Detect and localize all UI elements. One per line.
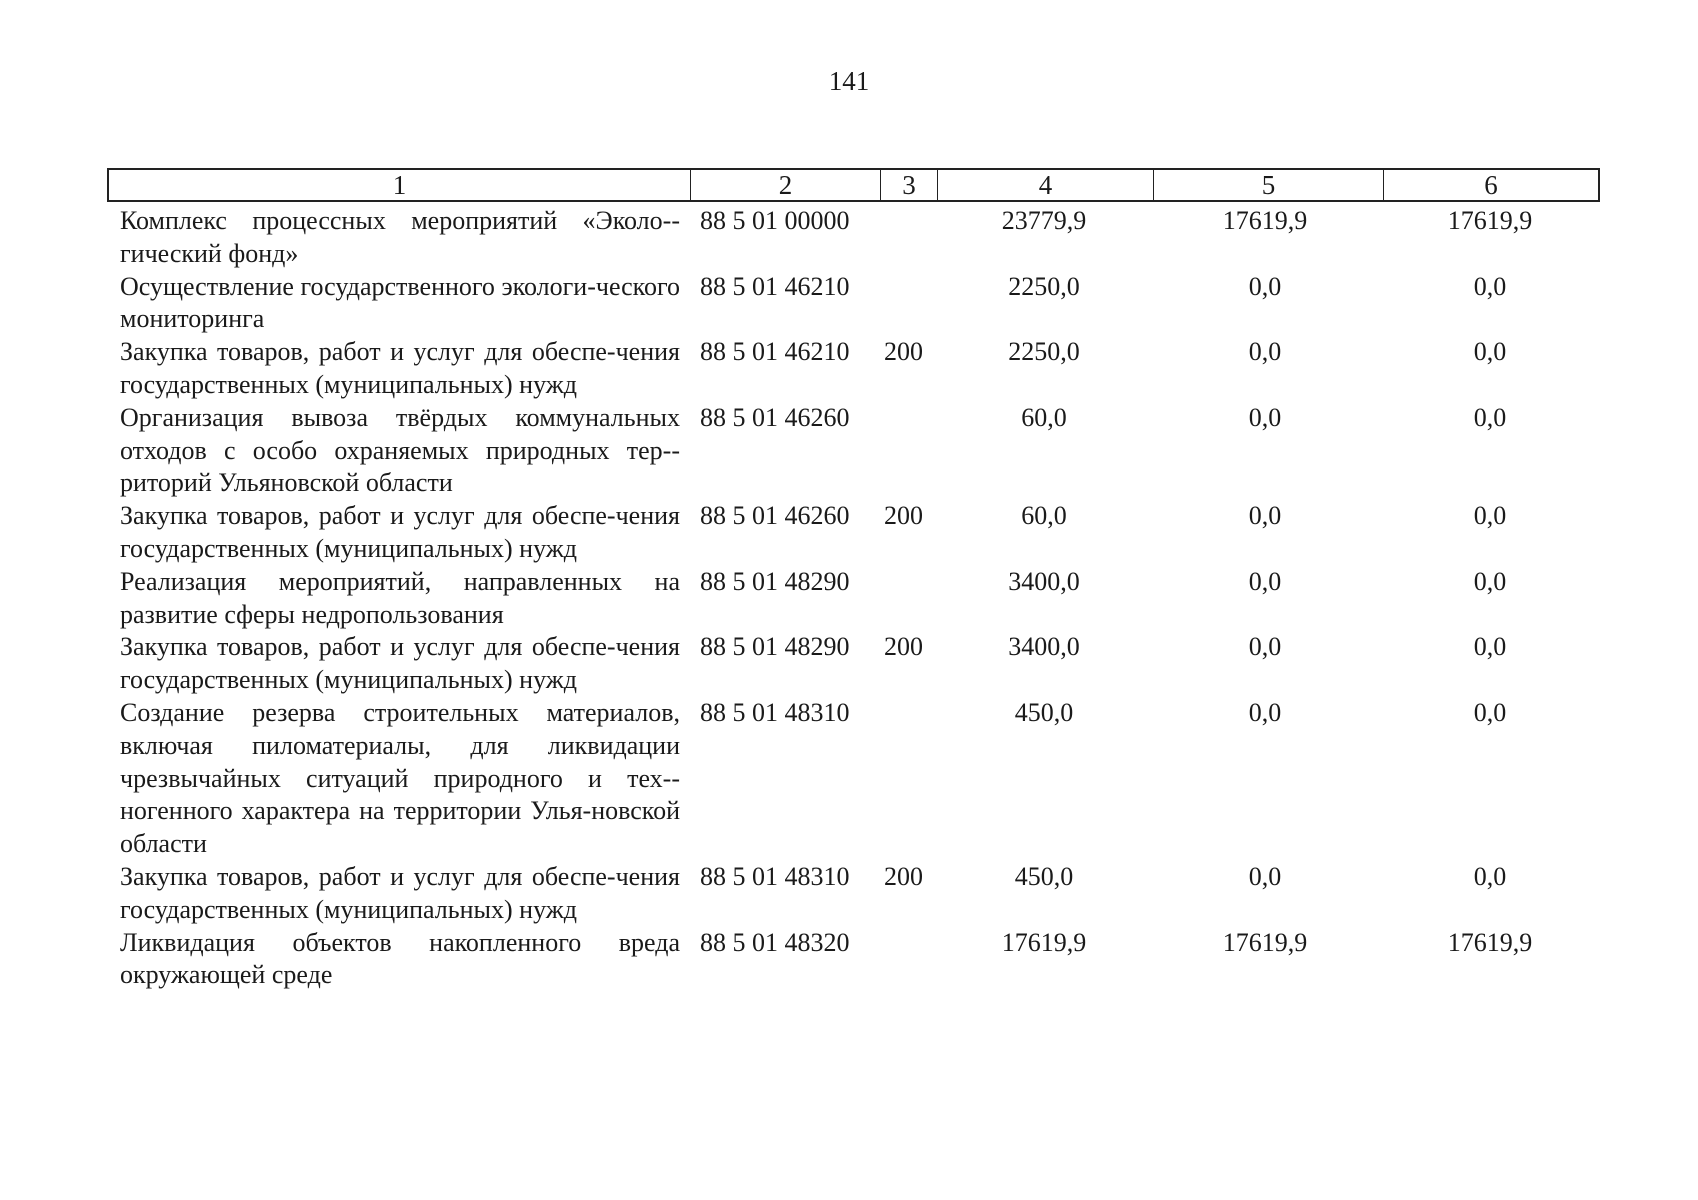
table-row bbox=[0, 271, 1698, 337]
row-value-col-5: 0,0 bbox=[1248, 566, 1282, 596]
row-value-col-6: 0,0 bbox=[1473, 632, 1507, 662]
row-description: Реализация мероприятий, направленных на развитие сферы недропользования bbox=[120, 566, 680, 629]
row-value-col-4: 23779,9 bbox=[1001, 206, 1087, 235]
row-description: Осуществление государственного экологи-ческого мониторинга bbox=[120, 271, 680, 334]
table-body bbox=[0, 205, 1698, 992]
row-description: Закупка товаров, работ и услуг для обеспе-чения государственных (муниципальных) нужд bbox=[120, 632, 680, 695]
row-value-col-6: 17619,9 bbox=[1447, 927, 1533, 957]
row-value-col-5: 17619,9 bbox=[1222, 927, 1308, 957]
row-code: 88 5 01 48310 bbox=[700, 697, 850, 727]
row-value-col-4: 17619,9 bbox=[1001, 927, 1087, 957]
row-value-col-6: 0,0 bbox=[1473, 697, 1507, 727]
row-value-col-6: 0,0 bbox=[1473, 271, 1507, 301]
row-expense-type: 200 bbox=[884, 501, 923, 531]
row-description: Создание резерва строительных материалов, включая пиломатериалы, для ликвидации чрезвычайных ситуаций природного и тех-ногенного характера на территории Улья-новской области bbox=[120, 697, 680, 859]
header-col-2: 2 bbox=[691, 170, 881, 200]
row-code: 88 5 01 48320 bbox=[700, 927, 850, 957]
table-row bbox=[0, 205, 1698, 271]
row-value-col-4: 3400,0 bbox=[1008, 566, 1080, 596]
row-code: 88 5 01 00000 bbox=[700, 206, 850, 235]
row-value-col-5: 0,0 bbox=[1248, 271, 1282, 301]
row-code: 88 5 01 46260 bbox=[700, 402, 850, 432]
table-row bbox=[0, 631, 1698, 697]
row-value-col-6: 17619,9 bbox=[1447, 206, 1533, 235]
row-description: Закупка товаров, работ и услуг для обеспе-чения государственных (муниципальных) нужд bbox=[120, 337, 680, 399]
header-col-6: 6 bbox=[1484, 170, 1498, 200]
table-row bbox=[0, 336, 1698, 402]
row-value-col-5: 0,0 bbox=[1248, 632, 1282, 662]
row-value-col-4: 450,0 bbox=[1014, 697, 1074, 727]
row-description: Закупка товаров, работ и услуг для обеспе-чения государственных (муниципальных) нужд bbox=[120, 501, 680, 563]
header-col-3: 3 bbox=[881, 170, 938, 200]
row-value-col-5: 0,0 bbox=[1248, 402, 1282, 432]
row-value-col-5: 0,0 bbox=[1248, 697, 1282, 727]
row-value-col-5: 17619,9 bbox=[1222, 206, 1308, 235]
table-header bbox=[107, 168, 1600, 202]
row-code: 88 5 01 48290 bbox=[700, 632, 850, 662]
row-value-col-4: 2250,0 bbox=[1008, 271, 1080, 301]
row-value-col-4: 450,0 bbox=[1014, 861, 1074, 891]
row-value-col-5: 0,0 bbox=[1248, 501, 1282, 531]
header-col-4: 4 bbox=[938, 170, 1154, 200]
row-code: 88 5 01 48290 bbox=[700, 566, 850, 596]
row-value-col-4: 60,0 bbox=[1021, 402, 1067, 432]
table-row bbox=[0, 697, 1698, 861]
table-row bbox=[0, 927, 1698, 993]
row-code: 88 5 01 46210 bbox=[700, 271, 850, 301]
row-description: Ликвидация объектов накопленного вреда окружающей среде bbox=[120, 927, 680, 990]
row-expense-type: 200 bbox=[884, 861, 923, 891]
table-row bbox=[0, 500, 1698, 566]
page-number: 141 bbox=[828, 66, 870, 96]
row-value-col-6: 0,0 bbox=[1473, 402, 1507, 432]
row-code: 88 5 01 46210 bbox=[700, 337, 850, 367]
row-value-col-6: 0,0 bbox=[1473, 501, 1507, 531]
row-value-col-4: 60,0 bbox=[1021, 501, 1067, 531]
header-col-5: 5 bbox=[1154, 170, 1384, 200]
row-code: 88 5 01 48310 bbox=[700, 861, 850, 891]
row-value-col-6: 0,0 bbox=[1473, 337, 1507, 367]
row-value-col-4: 2250,0 bbox=[1008, 337, 1080, 367]
row-value-col-4: 3400,0 bbox=[1008, 632, 1080, 662]
row-code: 88 5 01 46260 bbox=[700, 501, 850, 531]
row-expense-type: 200 bbox=[884, 337, 923, 367]
row-value-col-6: 0,0 bbox=[1473, 566, 1507, 596]
row-description: Закупка товаров, работ и услуг для обеспе-чения государственных (муниципальных) нужд bbox=[120, 861, 680, 924]
row-description: Комплекс процессных мероприятий «Эколо-гический фонд» bbox=[120, 206, 680, 268]
row-expense-type: 200 bbox=[884, 632, 923, 662]
table-row bbox=[0, 402, 1698, 500]
table-row bbox=[0, 861, 1698, 927]
row-value-col-6: 0,0 bbox=[1473, 861, 1507, 891]
row-value-col-5: 0,0 bbox=[1248, 861, 1282, 891]
row-value-col-5: 0,0 bbox=[1248, 337, 1282, 367]
row-description: Организация вывоза твёрдых коммунальных отходов с особо охраняемых природных тер-риторий Ульяновской области bbox=[120, 402, 680, 498]
table-row bbox=[0, 566, 1698, 632]
header-col-1: 1 bbox=[109, 170, 691, 200]
